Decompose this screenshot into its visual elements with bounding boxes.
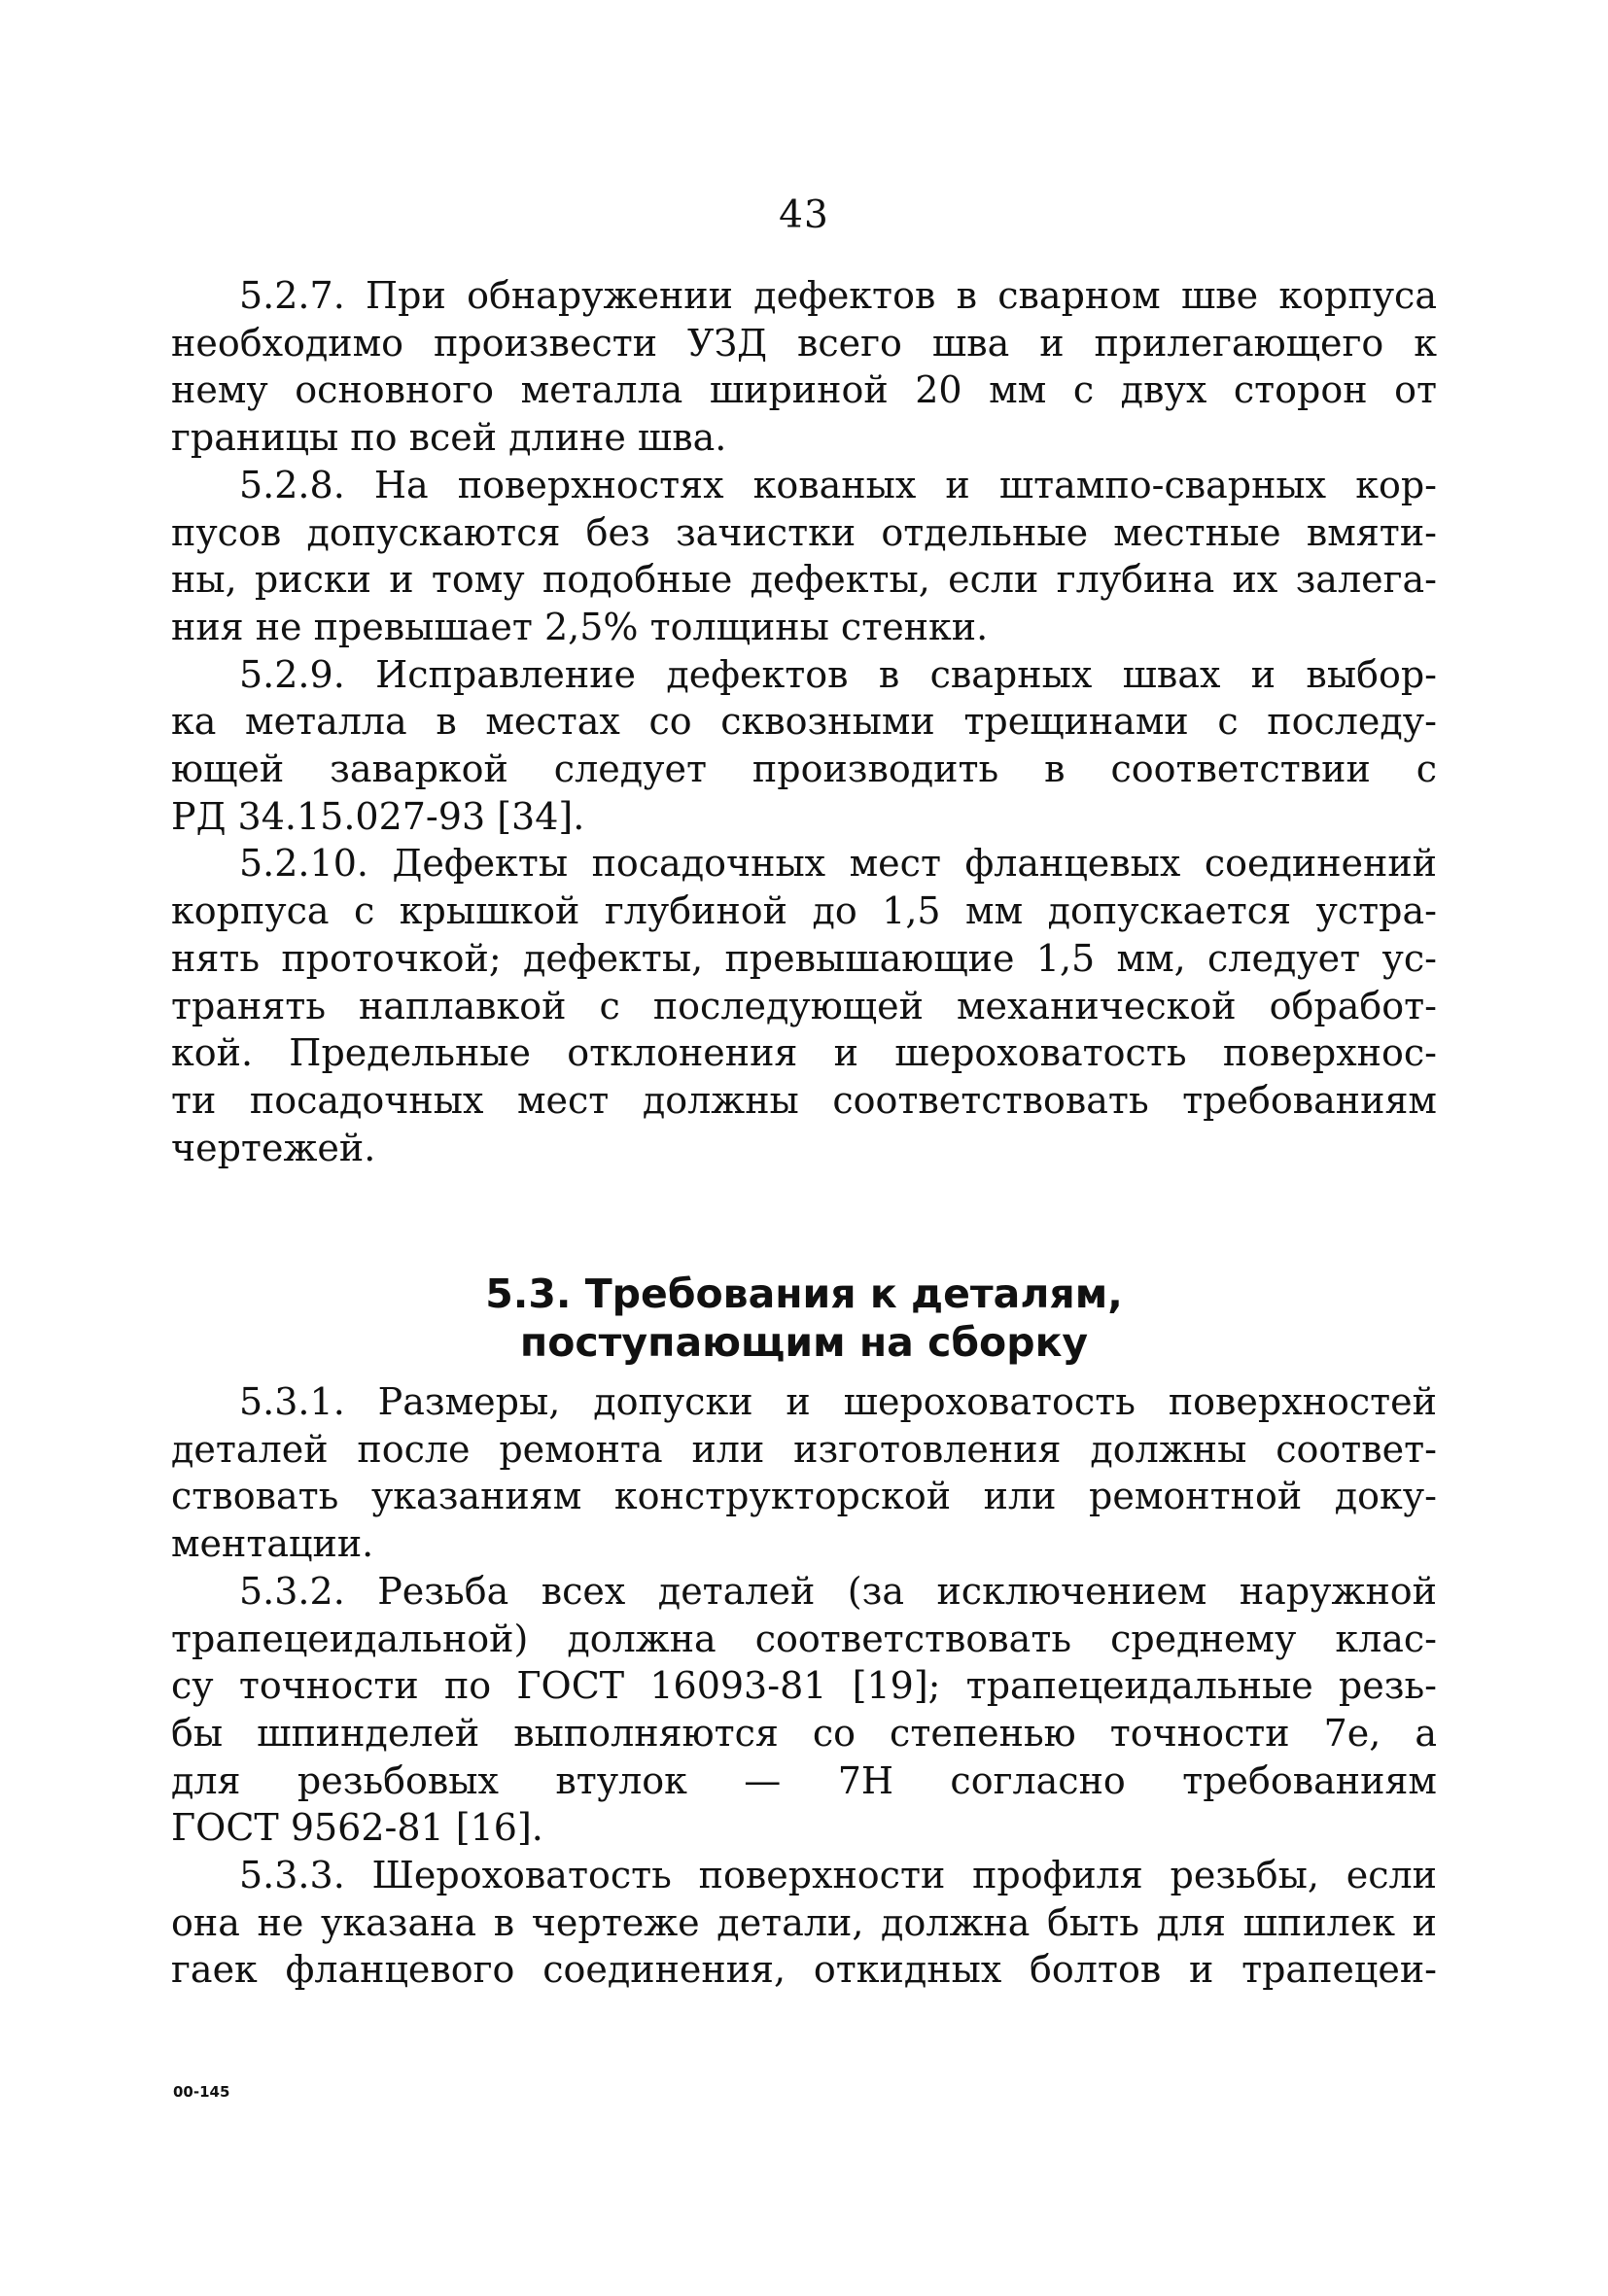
paragraph (171, 1568, 1437, 1852)
text-line: она не указана в чертеже детали, должна быть для шпилек и (171, 1900, 1437, 1944)
text-line: пусов допускаются без зачистки отдельные местные вмяти- (171, 510, 1437, 554)
text-line: 5.2.10. Дефекты посадочных мест фланцевых соединений (239, 842, 1437, 886)
text-line: бы шпинделей выполняются со степенью точности 7е, а (171, 1711, 1437, 1755)
section-heading (0, 1270, 1608, 1367)
text-block-5-3 (171, 1378, 1437, 1994)
text-line: 5.3.2. Резьба всех деталей (за исключением наружной (239, 1569, 1437, 1613)
page-number: 43 (779, 193, 829, 237)
text-line: 5.3.1. Размеры, допуски и шероховатость поверхностей (239, 1380, 1437, 1423)
text-line: 5.2.8. На поверхностях кованых и штампо-сварных кор- (239, 463, 1437, 506)
paragraph (171, 1852, 1437, 1994)
text-line: 5.2.7. При обнаружении дефектов в сварном шве корпуса (239, 274, 1437, 317)
text-line: трапецеидальной) должна соответствовать среднему клас- (171, 1617, 1437, 1660)
text-line: нему основного металла шириной 20 мм с двух сторон от (171, 368, 1437, 412)
paragraph (171, 462, 1437, 651)
text-line: чертежей. (171, 1126, 376, 1169)
text-line: 5.3.3. Шероховатость поверхности профиля резьбы, если (239, 1854, 1437, 1897)
text-line: ти посадочных мест должны соответствовать требованиям (171, 1078, 1437, 1122)
text-line: ствовать указаниям конструкторской или ремонтной доку- (171, 1475, 1437, 1518)
text-line: 5.2.9. Исправление дефектов в сварных швах и выбор- (239, 652, 1437, 696)
text-line: гаек фланцевого соединения, откидных болтов и трапецеи- (171, 1948, 1437, 1992)
text-line: для резьбовых втулок — 7Н согласно требованиям (171, 1758, 1437, 1802)
text-line: ния не превышает 2,5% толщины стенки. (171, 605, 989, 648)
text-line: деталей после ремонта или изготовления должны соответ- (171, 1427, 1437, 1471)
text-line: РД 34.15.027-93 [34]. (171, 794, 585, 838)
paragraph (171, 272, 1437, 462)
text-line: ГОСТ 9562-81 [16]. (171, 1806, 543, 1850)
text-line: ментации. (171, 1522, 374, 1566)
text-line: ка металла в местах со сквозными трещинами с последу- (171, 700, 1437, 744)
text-line: транять наплавкой с последующей механической обработ- (171, 984, 1437, 1027)
section-heading-line-1: 5.3. Требования к деталям, (485, 1270, 1123, 1317)
paragraph (171, 840, 1437, 1171)
footer-code: 00-145 (173, 2083, 230, 2101)
text-line: нять проточкой; дефекты, превышающие 1,5 мм, следует ус- (171, 936, 1437, 980)
text-line: су точности по ГОСТ 16093-81 [19]; трапецеидальные резь- (171, 1664, 1437, 1708)
text-line: необходимо произвести УЗД всего шва и прилегающего к (171, 321, 1437, 365)
text-line: ющей заваркой следует производить в соответствии с (171, 748, 1437, 791)
text-line: кой. Предельные отклонения и шероховатость поверхнос- (171, 1031, 1437, 1075)
text-block-5-2 (171, 272, 1437, 1171)
text-line: границы по всей длине шва. (171, 416, 727, 460)
text-line: корпуса с крышкой глубиной до 1,5 мм допускается устра- (171, 889, 1437, 933)
paragraph (171, 651, 1437, 841)
paragraph (171, 1378, 1437, 1568)
text-line: ны, риски и тому подобные дефекты, если глубина их залега- (171, 558, 1437, 602)
section-heading-line-2: поступающим на сборку (519, 1319, 1089, 1366)
